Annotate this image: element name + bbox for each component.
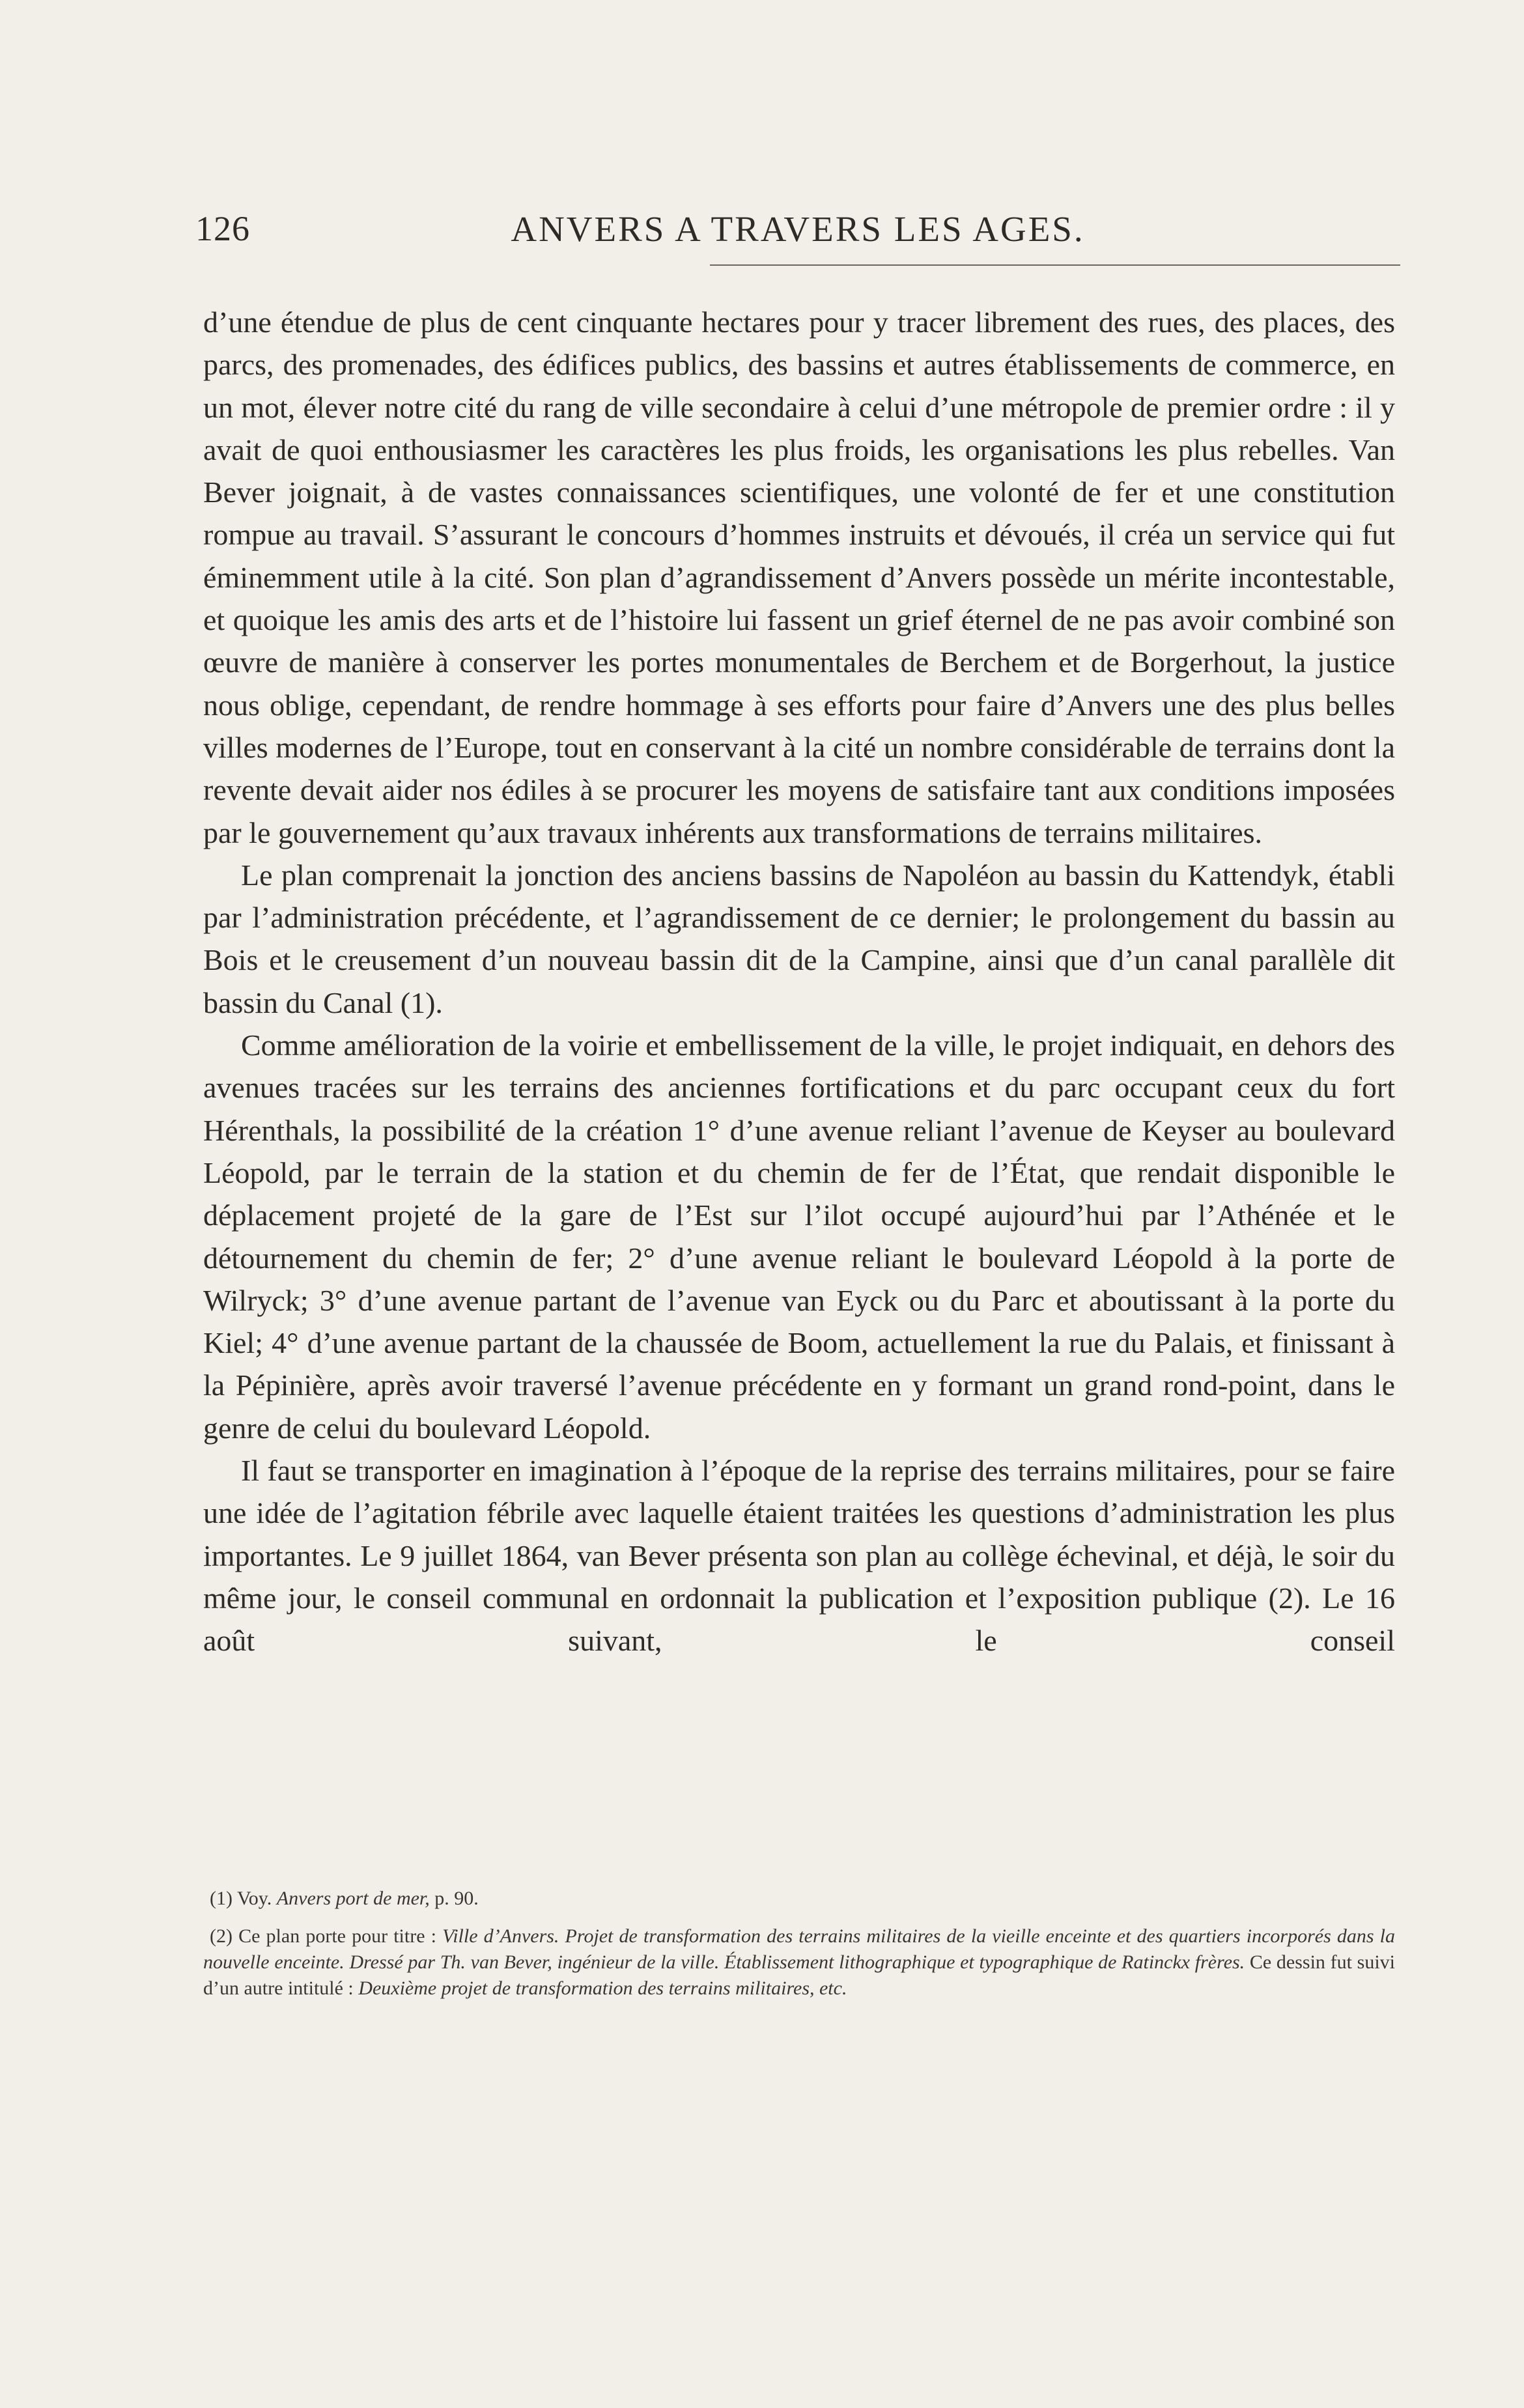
header-rule <box>710 264 1400 266</box>
paragraph-2: Le plan comprenait la jonction des anciens bassins de Napoléon au bassin du Kattendyk, établi par l’administration précédente, et l’agrandissement de ce dernier; le prolongement du bassin au Bois et le creusement d’un nouveau bassin dit de la Campine, ainsi que d’un canal parallèle dit bassin du Canal (1). <box>203 858 1395 1019</box>
footnote-1-rest: p. 90. <box>434 1888 479 1909</box>
footnote-1-title: Anvers port de mer, <box>276 1888 430 1909</box>
page-number: 126 <box>195 209 250 248</box>
footnote-2-number: (2) <box>210 1925 233 1947</box>
footnote-2 <box>203 1923 1395 2002</box>
footnote-2-title: Ville d’Anvers. Projet de transformation des terrains militaires de la vieille enceinte et des quartiers incorporés dans la nouvelle enceinte. Dressé par Th. van Bever, ingénieur de la ville. Établissement lithographique et typographique de Ratinckx frères. <box>203 1925 1395 1973</box>
footnote-2-middle: Ce dessin fut suivi d’un autre intitulé : <box>203 1951 1396 1999</box>
footnote-1-lead: Voy. <box>236 1888 272 1909</box>
paragraph-1: d’une étendue de plus de cent cinquante hectares pour y tracer librement des rues, des places, des parcs, des promenades, des édifices publics, des bassins et autres établissements de commerce, en un mot, élever notre cité du rang de ville secondaire à celui d’une métropole de premier ordre : il y avait de quoi enthousiasmer les caractères les plus froids, les organisations les plus rebelles. Van Bever joignait, à de vastes connaissances scientifiques, une volonté de fer et une constitution rompue au travail. S’assurant le concours d’hommes instruits et dévoués, il créa un service qui fut éminemment utile à la cité. Son plan d’agrandissement d’Anvers possède un mérite incontestable, et quoique les amis des arts et de l’histoire lui fassent un grief éternel de ne pas avoir combiné son œuvre de manière à conserver les portes monumentales de Berchem et de Borgerhout, la justice nous oblige, cependant, de rendre hommage à ses efforts pour faire d’Anvers une des plus belles villes modernes de l’Europe, tout en conservant à la cité un nombre considérable de terrains dont la revente devait aider nos édiles à se procurer les moyens de satisfaire tant aux conditions imposées par le gouvernement qu’aux travaux inhérents aux transformations de terrains militaires. <box>203 305 1395 849</box>
footnotes <box>203 1886 1395 2013</box>
body-text <box>203 301 1395 1662</box>
paragraph-4: Il faut se transporter en imagination à l’époque de la reprise des terrains militaires, pour se faire une idée de l’agitation fébrile avec laquelle étaient traitées les questions d’administration les plus importantes. Le 9 juillet 1864, van Bever présenta son plan au collège échevinal, et déjà, le soir du même jour, le conseil communal en ordonnait la publication et l’exposition publique (2). Le 16 août suivant, le conseil <box>203 1454 1395 1658</box>
footnote-2-lead: Ce plan porte pour titre : <box>238 1925 436 1947</box>
footnote-1 <box>203 1886 1395 1912</box>
footnote-1-number: (1) <box>210 1888 233 1909</box>
footnote-2-tail: Deuxième projet de transformation des terrains militaires, etc. <box>358 1977 847 1999</box>
paragraph-3: Comme amélioration de la voirie et embellissement de la ville, le projet indiquait, en dehors des avenues tracées sur les terrains des anciennes fortifications et du parc occupant ceux du fort Hérenthals, la possibilité de la création 1° d’une avenue reliant l’avenue de Keyser au boulevard Léopold, par le terrain de la station et du chemin de fer de l’État, que rendait disponible le déplacement projeté de la gare de l’Est sur l’ilot occupé aujourd’hui par l’Athénée et le détournement du chemin de fer; 2° d’une avenue reliant le boulevard Léopold à la porte de Wilryck; 3° d’une avenue partant de l’avenue van Eyck ou du Parc et aboutissant à la porte du Kiel; 4° d’une avenue partant de la chaussée de Boom, actuellement la rue du Palais, et finissant à la Pépinière, après avoir traversé l’avenue précédente en y formant un grand rond-point, dans le genre de celui du boulevard Léopold. <box>203 1028 1395 1445</box>
running-header <box>195 195 1400 261</box>
running-title: ANVERS A TRAVERS LES AGES. <box>511 209 1085 249</box>
